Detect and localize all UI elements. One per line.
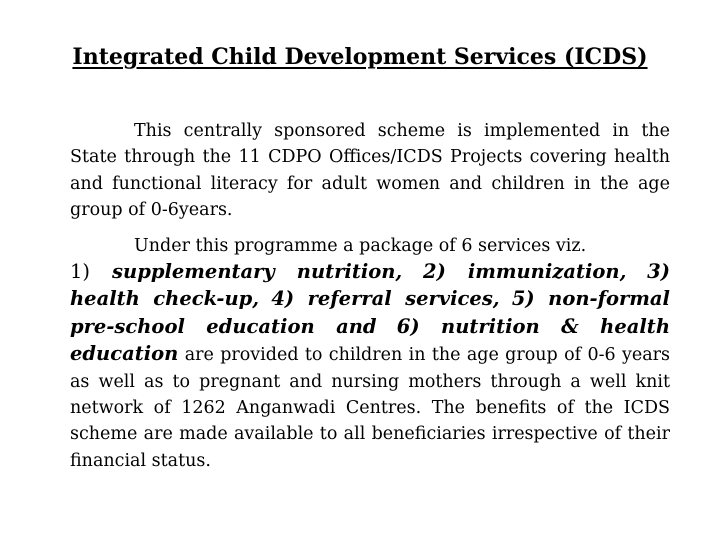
service-item: 1) supplementary nutrition, <box>70 260 403 284</box>
service-item: 3) health check-up, <box>70 260 670 311</box>
service-item: 4) referral services, <box>271 287 500 311</box>
paragraph-services <box>70 233 670 475</box>
paragraph-scheme-overview: This centrally sponsored scheme is implemented in the State through the 11 CDPO Offices/ICDS Projects covering health and functional literacy for adult women and children in the age group of 0-6years. <box>70 121 670 221</box>
service-item: 2) immunization, <box>423 260 627 284</box>
services-rest: are provided to children in the age group of 0-6 years as well as to pregnant and nursing mothers through a well knit network of 1262 Anganwadi Centres. The benefits of the ICDS scheme are made available to all beneficiaries irrespective of their financial status. <box>70 345 670 471</box>
service-item: 5) non-formal pre-school education and <box>70 287 670 338</box>
body-text <box>70 118 670 474</box>
service-item: 6) nutrition & health education <box>70 314 670 366</box>
services-intro: Under this programme a package of 6 services viz. <box>134 235 587 256</box>
page-title: Integrated Child Development Services (ICDS) <box>72 44 648 70</box>
